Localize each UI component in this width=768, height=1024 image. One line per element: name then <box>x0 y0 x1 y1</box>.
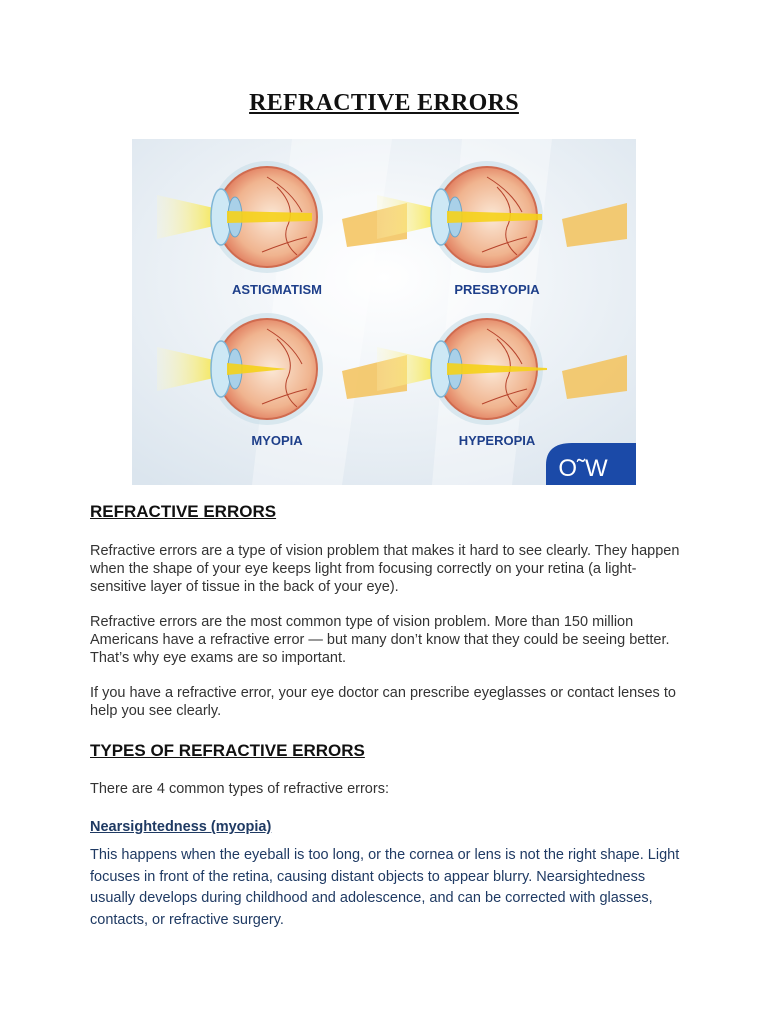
brand-logo-text: O˜W <box>558 455 608 482</box>
paragraph-types-intro: There are 4 common types of refractive errors: <box>90 781 389 797</box>
document-body <box>90 502 690 931</box>
section-heading-types: TYPES OF REFRACTIVE ERRORS <box>90 741 365 760</box>
document-title: REFRACTIVE ERRORS <box>249 90 519 116</box>
subheading-nearsightedness: Nearsightedness (myopia) <box>90 819 272 835</box>
paragraph-nearsightedness: This happens when the eyeball is too long, or the cornea or lens is not the right shape. Light focuses in front of the retina, causing distant objects to appear blurry. Nearsightedness usually develops during childhood and adolescence, and can be corrected with glasses, contacts, or refractive surgery. <box>90 847 680 928</box>
paragraph-prevalence: Refractive errors are the most common type of vision problem. More than 150 million Americans have a refractive error — but many don’t know that they could be seeing better. That’s why eye exams are so important. <box>90 614 670 666</box>
paragraph-treatment: If you have a refractive error, your eye doctor can prescribe eyeglasses or contact lenses to help you see clearly. <box>90 685 676 719</box>
section-heading-refractive-errors: REFRACTIVE ERRORS <box>90 502 277 521</box>
paragraph-definition: Refractive errors are a type of vision problem that makes it hard to see clearly. They happen when the shape of your eye keeps light from focusing correctly on your retina (a light-sensitive layer of tissue in the back of your eye). <box>90 543 680 595</box>
label-presbyopia: PRESBYOPIA <box>454 282 540 297</box>
label-hyperopia: HYPEROPIA <box>458 433 536 448</box>
brand-logo <box>546 443 636 485</box>
refractive-errors-illustration <box>132 139 636 485</box>
label-astigmatism: ASTIGMATISM <box>231 282 323 297</box>
label-myopia: MYOPIA <box>251 433 303 448</box>
